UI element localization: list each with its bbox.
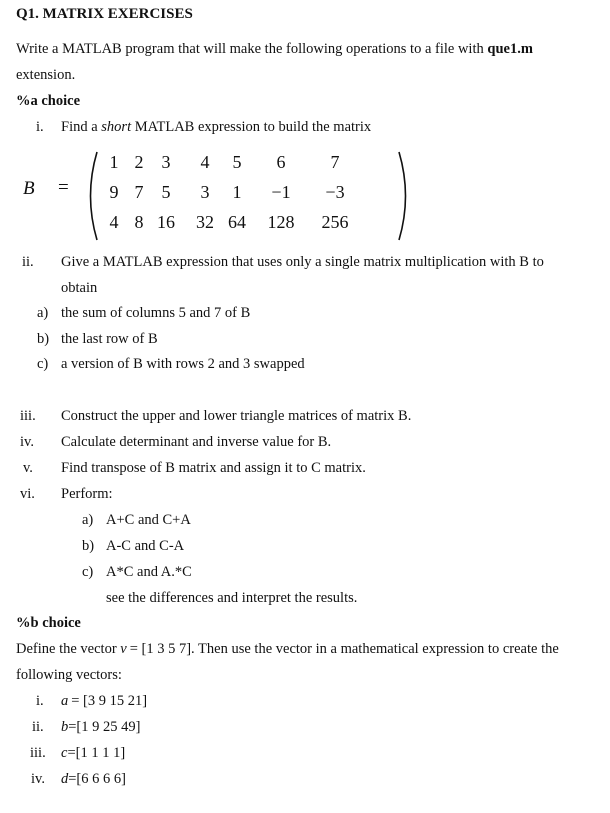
sub-ii-a-text: the sum of columns 5 and 7 of B <box>61 305 251 321</box>
item-iii-text: Construct the upper and lower triangle matrices of matrix B. <box>61 408 412 424</box>
intro-line-1 <box>16 41 533 58</box>
item-i-post: MATLAB expression to build the matrix <box>134 119 372 135</box>
vec-ii-expr <box>61 719 140 736</box>
item-iv-number: iv. <box>20 434 34 450</box>
item-i-text <box>61 119 371 136</box>
matrix-cell: −3 <box>325 182 345 202</box>
vec-b-value: =[1 9 25 49] <box>68 719 141 735</box>
item-ii-number: ii. <box>22 254 34 270</box>
item-i-number: i. <box>36 119 44 135</box>
matrix-cell: 1 <box>109 152 119 172</box>
matrix-cell: 3 <box>200 182 210 202</box>
intro-filename: que1.m <box>487 41 533 57</box>
matrix-cell: 32 <box>196 212 214 232</box>
item-v-text: Find transpose of B matrix and assign it to C matrix. <box>61 460 366 476</box>
vec-iv-number: iv. <box>31 771 45 787</box>
vec-d-name: d <box>61 771 69 787</box>
right-paren-icon <box>396 150 416 242</box>
vector-name: v <box>120 641 127 657</box>
vec-b-name: b <box>61 719 69 735</box>
sub-vi-b-number: b) <box>82 538 95 554</box>
choice-b-line-1 <box>16 641 559 658</box>
item-iii-number: iii. <box>20 408 36 424</box>
matrix-cell: 4 <box>109 212 119 232</box>
vec-i-number: i. <box>36 693 44 709</box>
choice-b-post: = [1 3 5 7]. Then use the vector in a mathematical expression to create the <box>129 641 559 657</box>
sub-vi-c-number: c) <box>82 564 94 580</box>
matrix-cell: 5 <box>161 182 171 202</box>
vec-c-value: =[1 1 1 1] <box>67 745 126 761</box>
vec-iv-expr <box>61 771 126 788</box>
matrix-cell: 8 <box>134 212 144 232</box>
matrix-cell: 7 <box>134 182 144 202</box>
vec-i-expr <box>61 693 147 710</box>
sub-vi-a-number: a) <box>82 512 94 528</box>
matrix-cell: 9 <box>109 182 119 202</box>
item-vi-text: Perform: <box>61 486 113 502</box>
matrix-cell: 6 <box>276 152 286 172</box>
matrix-cell: 4 <box>200 152 210 172</box>
vec-iii-expr <box>61 745 125 762</box>
vec-a-value: = [3 9 15 21] <box>71 693 148 709</box>
sub-ii-c-text: a version of B with rows 2 and 3 swapped <box>61 356 305 372</box>
matrix-label: B <box>23 178 35 199</box>
sub-vi-c-text: A*C and A.*C <box>106 564 192 580</box>
choice-b-pre: Define the vector <box>16 641 117 657</box>
item-ii-line-2: obtain <box>61 280 98 296</box>
matrix-cell: 64 <box>228 212 246 232</box>
vec-d-value: =[6 6 6 6] <box>68 771 126 787</box>
matrix-cell: −1 <box>271 182 291 202</box>
matrix-b <box>18 150 418 242</box>
item-i-emph: short <box>101 119 132 135</box>
sub-vi-a-text: A+C and C+A <box>106 512 191 528</box>
matrix-cell: 1 <box>232 182 242 202</box>
vec-c-name: c <box>61 745 68 761</box>
item-i-pre: Find a <box>61 119 98 135</box>
item-iv-text: Calculate determinant and inverse value for B. <box>61 434 332 450</box>
choice-b-line-2: following vectors: <box>16 667 122 683</box>
matrix-cell: 2 <box>134 152 144 172</box>
vec-iii-number: iii. <box>30 745 46 761</box>
matrix-cell: 7 <box>330 152 340 172</box>
item-ii-line-1: Give a MATLAB expression that uses only a single matrix multiplication with B to <box>61 254 544 270</box>
sub-ii-b-text: the last row of B <box>61 331 158 347</box>
matrix-cell: 128 <box>267 212 295 232</box>
sub-ii-b-number: b) <box>37 331 50 347</box>
sub-ii-c-number: c) <box>37 356 49 372</box>
intro-line-2: extension. <box>16 67 76 83</box>
vi-note: see the differences and interpret the results. <box>106 590 358 606</box>
vec-ii-number: ii. <box>32 719 44 735</box>
matrix-cell: 5 <box>232 152 242 172</box>
item-v-number: v. <box>23 460 33 476</box>
matrix-cell: 256 <box>321 212 349 232</box>
matrix-cell: 3 <box>161 152 171 172</box>
choice-b-title: %b choice <box>16 615 81 631</box>
page-title: Q1. MATRIX EXERCISES <box>16 6 193 22</box>
item-vi-number: vi. <box>20 486 35 502</box>
matrix-cell: 16 <box>157 212 175 232</box>
choice-a-title: %a choice <box>16 93 81 109</box>
vec-a-name: a <box>61 693 69 709</box>
sub-vi-b-text: A-C and C-A <box>106 538 185 554</box>
matrix-equals: = <box>58 177 69 198</box>
intro-text: Write a MATLAB program that will make the following operations to a file with <box>16 41 484 57</box>
sub-ii-a-number: a) <box>37 305 49 321</box>
